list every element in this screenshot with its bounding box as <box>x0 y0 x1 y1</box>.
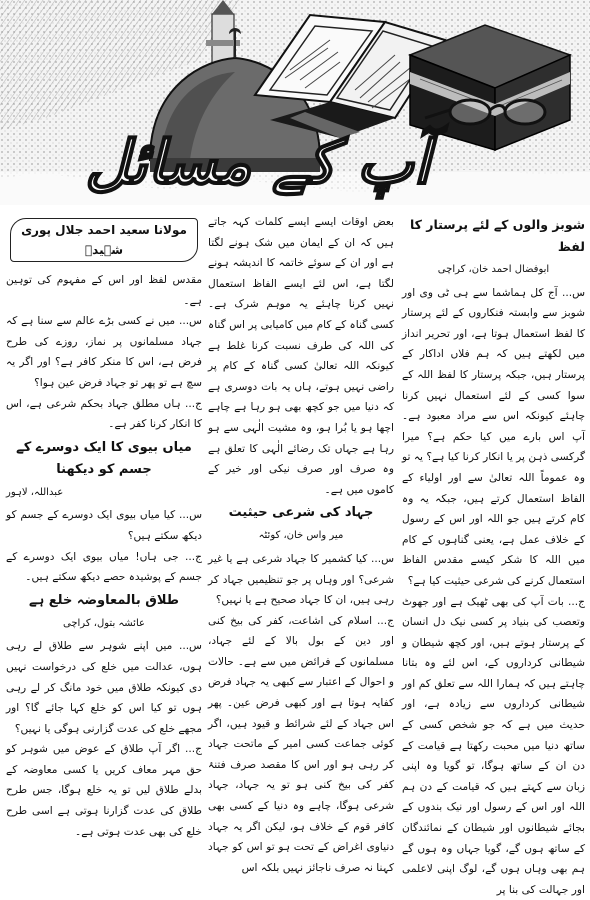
answer-text: ج... اگر آپ طلاق کے عوض میں شوہر کو حق مہر معاف کریں یا کسی معاوضہ کے بدلے طلاق لیں تو یہ خلع ہوگا، جس طرح طلاق کی عدت گزارنا ہوتی ہے اسی طرح خلع کی بھی عدت ہوتی ہے۔ <box>6 739 202 842</box>
column-title-art: آپ کے مسائل <box>170 118 430 208</box>
answer-text: ج... اسلام کی اشاعت، کفر کی بیخ کنی اور دین کے بول بالا کے لئے جہاد، مسلمانوں کے فرائض میں سے ہے۔ حالات و احوال کے اعتبار سے کبھی یہ جہاد فرض کفایہ ہوتا ہے اور کبھی فرض عین۔ پھر اس جہاد کے لئے شرائط و قیود ہیں، اگر کوئی جماعت کسی امیر کے ماتحت جہاد کر رہی ہو اور اس کا مقصد صرف فتنۂ کفر کی بیخ کنی ہو تو یہ جہاد، جہاد شرعی ہوگا، چاہے وہ دنیا کے کسی بھی کافر قوم کے خلاف ہو، لیکن اگر یہ جہاد دنیاوی اغراض کے تحت ہو تو اس کو جہاد کہنا نہ صرف ناجائز نہیں بلکہ اس <box>208 611 394 879</box>
question-heading: جہاد کی شرعی حیثیت <box>208 502 394 524</box>
column-middle <box>208 212 394 867</box>
answer-continuation: مقدس لفظ اور اس کے مفہوم کی توہین ہے۔ <box>6 270 202 311</box>
question-text: س... کیا کشمیر کا جہاد شرعی ہے یا غیر شرعی؟ اور وہاں پر جو تنظیمیں جہاد کر رہی ہیں، ان کا جہاد صحیح ہے یا نہیں؟ <box>208 549 394 611</box>
answer-text: ج... بات آپ کی بھی ٹھیک ہے اور جھوٹ وتعصب کی بنیاد پر کسی نیک دل انسان کے پرستار ہوتے ہیں، اور کچھ شیطان و شیطانی کرداروں کے، اس لئے وہ بتانا چاہتے ہیں کہ ہمارا اللہ سے تعلق کم اور شیطانی کرداروں سے زیادہ ہے، اور حدیث میں ہے کہ جو شخص کسی کے ساتھ دنیا میں محبت رکھتا ہے قیامت کے دن ان کے ساتھ ہوگا، تو گویا وہ اپنی زبان سے کہتے ہیں کہ قیامت کے دن ہم اللہ اور اس کے رسول اور نیک بندوں کے بجائے شیطانوں اور شیطان کے نمائندگان کے ساتھ ہوں گے، گویا جہاں وہ ہوں گے ہم بھی وہاں ہوں گے، لوگ اپنی لاعلمی اور جہالت کی بنا پر <box>402 592 585 900</box>
questioner-byline: عبداللہ، لاہور <box>6 483 202 504</box>
column-right <box>402 212 585 867</box>
questioner-byline: ابوفضال احمد خان، کراچی <box>402 260 585 281</box>
question-text: س... آج کل ہماشما سے ہی ٹی وی اور شوبز سے وابستہ فنکاروں کے لئے پرستار کا لفظ استعمال ہوتا ہے، اور تحریر انداز میں لکھتے ہیں کہ ہم فلاں اداکار کے پرستار ہیں، جبکہ پرستار کا لفظ اللہ کے سوا کسی کے لئے استعمال نہیں کرنا چاہئے کیونکہ اس سے مراد معبود ہے۔ آپ اس بارے میں کیا حکم ہے؟ میرا گرکسی ذہن پر یا انکار کرنا کیا ہے؟ یہ تو وہ عموماً اللہ تعالیٰ سے اور اولیاء کے الفاظ استعمال کرتے ہیں، جبکہ یہ وہ کام کرتے ہیں جو اللہ اور اس کے رسول کے خلاف عمل ہے، یعنی گناہوں کے کام میں اللہ کا شکر کیسے مقدس الفاظ استعمال کرنے کی شرعی حیثیت کیا ہے؟ <box>402 283 585 592</box>
question-heading: میاں بیوی کا ایک دوسرے کے جسم کو دیکھنا <box>6 437 202 481</box>
questioner-byline: عائشہ بتول، کراچی <box>6 614 202 635</box>
questioner-byline: میر واس خان، کوئٹہ <box>208 526 394 547</box>
question-heading: شوبز والوں کے لئے پرستار کا لفظ <box>402 214 585 258</box>
answer-text: ج... جی ہاں! میاں بیوی ایک دوسرے کے جسم کے پوشیدہ حصے دیکھ سکتے ہیں۔ <box>6 547 202 588</box>
column-left <box>6 212 202 867</box>
question-heading: طلاق بالمعاوضہ خلع ہے <box>6 590 202 612</box>
question-text: س... میں نے کسی بڑے عالم سے سنا ہے کہ جہاد مسلمانوں پر نماز، روزے کی طرح فرض ہے، اس کا منکر کافر ہے؟ اور اگر یہ سچ ہے تو پھر تو جہاد فرض عین ہوا؟ <box>6 311 202 393</box>
question-text: س... میں اپنے شوہر سے طلاق لے رہی ہوں، عدالت میں خلع کی درخواست نہیں دی کیونکہ طلاق میں خود مانگ کر لے رہی ہوں تو کیا اس کو خلع کہا جائے گا؟ اور مجھے خلع کی عدت گزارنی ہوگی یا نہیں؟ <box>6 636 202 739</box>
author-name-box: مولانا سعید احمد جلال پوری شہیدؒ <box>10 218 198 262</box>
question-text: س... کیا میاں بیوی ایک دوسرے کے جسم کو دیکھ سکتے ہیں؟ <box>6 505 202 546</box>
page-header-banner <box>0 0 590 205</box>
answer-continuation: بعض اوقات ایسے ایسے کلمات کہہ جاتے ہیں کہ ان کے ایمان میں شک ہونے لگتا ہے اور ان کے سوئے خاتمہ کا اندیشہ ہونے لگتا ہے، اس لئے ایسے الفاظ استعمال نہیں کرنا چاہئے یہ موہم شرک ہے۔ کسی گناہ کے کام میں کامیابی پر اس گناہ کی اللہ کی طرف نسبت کرنا غلط ہے کیونکہ اللہ تعالیٰ کسی گناہ کے کام پر راضی نہیں ہوتے، ہاں یہ بات دوسری ہے کہ دنیا میں جو کچھ بھی ہو رہا ہے چاہے اچھا ہو یا بُرا ہو، وہ مشیت الٰہی سے ہو رہا ہے جہاں تک رضائے الٰہی کا تعلق ہے وہ صرف اور صرف نیکی اور خیر کے کاموں میں ہے۔ <box>208 212 394 500</box>
answer-text: ج... ہاں مطلق جہاد بحکم شرعی ہے، اس کا انکار کرنا کفر ہے۔ <box>6 394 202 435</box>
